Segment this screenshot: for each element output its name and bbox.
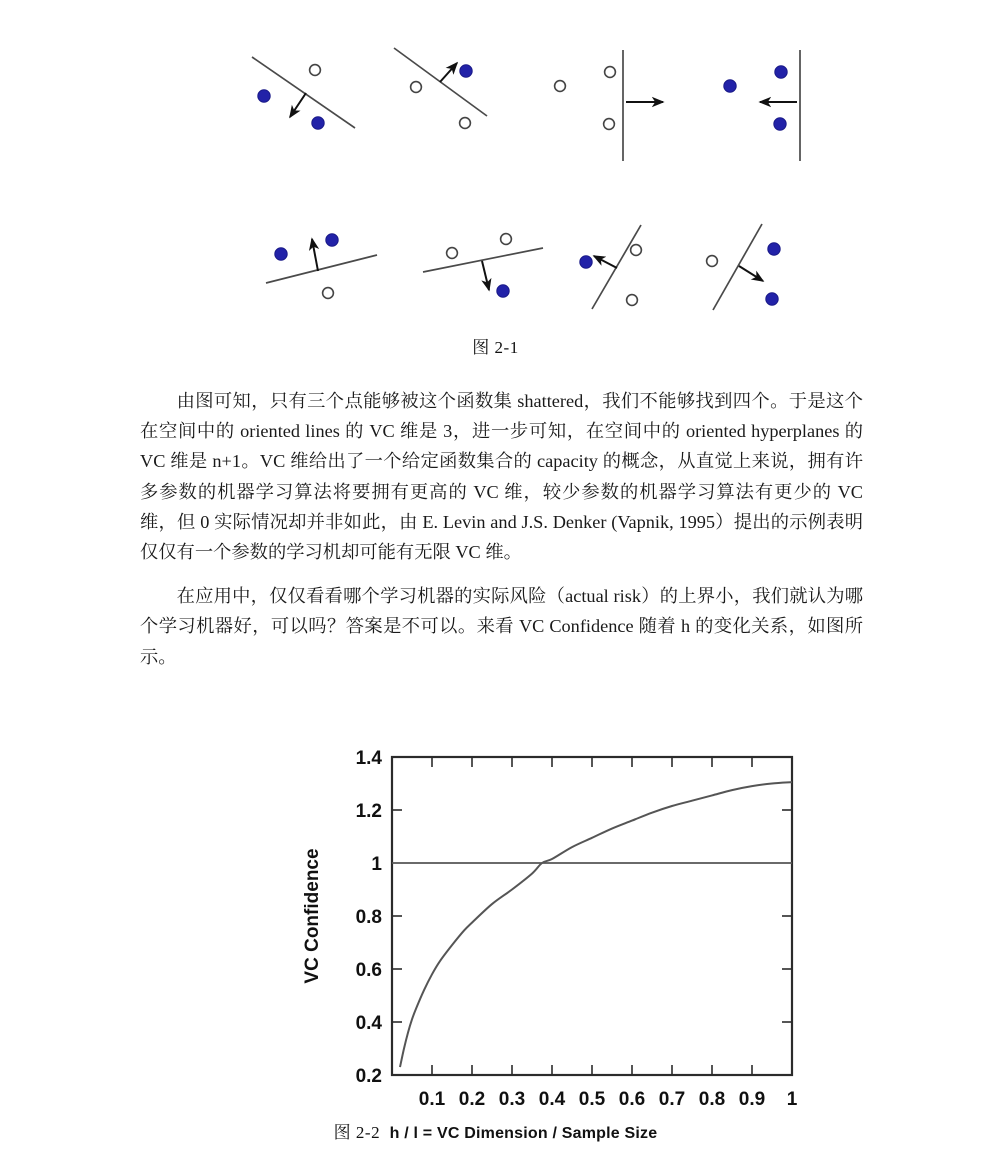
panel-7-normal-arrow (594, 256, 617, 268)
panel-4 (724, 50, 800, 161)
x-tick-1: 1 (786, 1089, 798, 1110)
y-tick-1.4: 1.4 (355, 748, 382, 769)
panel-7 (580, 225, 642, 309)
x-tick-0.1: 0.1 (418, 1089, 446, 1110)
y-tick-0.8: 0.8 (355, 907, 382, 928)
plot-frame (392, 757, 792, 1075)
panel-1-point-filled-bottom (312, 117, 324, 129)
panel-5-point-filled-top (326, 234, 338, 246)
panel-6-point-filled-bottom (497, 285, 509, 297)
panel-6-normal-arrow (482, 261, 489, 290)
panel-4-point-filled-top (775, 66, 787, 78)
panel-8-hyperplane (713, 224, 762, 310)
panel-2 (394, 48, 487, 128)
panel-2-point-hollow-bottom (460, 118, 471, 129)
panel-7-point-filled-left (580, 256, 592, 268)
panel-8-point-filled-top (768, 243, 780, 255)
x-axis-tick-labels (419, 1089, 798, 1110)
panel-5-point-hollow-bottom (323, 288, 334, 299)
y-axis-title: VC Confidence (302, 848, 323, 984)
figure-2-1 (0, 0, 991, 370)
panel-4-point-filled-bottom (774, 118, 786, 130)
panel-1-point-filled-left (258, 90, 270, 102)
y-tick-0.2: 0.2 (355, 1066, 382, 1087)
panel-3-point-hollow-top (605, 67, 616, 78)
panel-2-point-filled-top (460, 65, 472, 77)
figure-2-1-caption: 图 2-1 (472, 338, 519, 357)
y-axis-tick-labels (356, 748, 383, 1087)
figure-2-2-caption-text: h / l = VC Dimension / Sample Size (389, 1125, 658, 1142)
y-tick-0.6: 0.6 (355, 960, 382, 981)
panel-2-point-hollow-left (411, 82, 422, 93)
panel-1 (252, 57, 355, 129)
figure-2-2-caption-cjk: 图 (333, 1123, 352, 1142)
panel-6 (423, 234, 543, 298)
y-tick-0.4: 0.4 (355, 1013, 382, 1034)
shattering-diagram-svg (0, 0, 991, 330)
panel-6-point-hollow-left (447, 248, 458, 259)
panel-7-point-hollow-top (631, 245, 642, 256)
panel-4-point-filled-left (724, 80, 736, 92)
figure-2-2-caption (0, 1118, 991, 1143)
x-tick-0.9: 0.9 (738, 1089, 766, 1110)
x-tick-0.7: 0.7 (658, 1089, 686, 1110)
y-tick-1: 1 (371, 854, 382, 875)
x-tick-0.2: 0.2 (458, 1089, 486, 1110)
x-tick-0.4: 0.4 (538, 1089, 566, 1110)
panel-3 (555, 50, 663, 161)
panel-1-point-hollow-top (310, 65, 321, 76)
paragraph-vc-confidence: 在应用中，仅仅看看哪个学习机器的实际风险（actual risk）的上界小，我们就认为哪个学习机器好，可以吗？答案是不可以。来看 VC Confidence 随着 h 的变化关系，如图所示。 (140, 586, 863, 667)
panel-3-point-hollow-far-left (555, 81, 566, 92)
panel-2-normal-arrow (440, 63, 457, 82)
panel-3-point-hollow-bottom (604, 119, 615, 130)
figure-2-2-caption-number: 2-2 (355, 1123, 381, 1142)
x-tick-0.5: 0.5 (578, 1089, 606, 1110)
panel-5 (266, 234, 377, 299)
panel-8 (707, 224, 781, 310)
figure-2-2 (0, 735, 991, 1135)
panel-8-point-filled-bottom (766, 293, 778, 305)
x-tick-0.6: 0.6 (618, 1089, 646, 1110)
panel-7-point-hollow-bottom (627, 295, 638, 306)
panel-5-normal-arrow (312, 239, 318, 271)
x-tick-0.3: 0.3 (498, 1089, 526, 1110)
panel-1-normal-arrow (290, 93, 306, 117)
paragraph-vc-dimension: 由图可知，只有三个点能够被这个函数集 shattered，我们不能够找到四个。于是这个在空间中的 oriented lines 的 VC 维是 3，进一步可知，在空间中的 oriented hyperplanes 的 VC 维是 n+1。VC 维给出了一个给定函数集合的 capacity 的概念，从直觉上来说，拥有许多参数的机器学习算法将要拥有更高的 VC 维，较少参数的机器学习算法有更少的 VC 维，但 0 实际情况却并非如此，由 E. Levin and J.S. Denker (Vapnik, 1995）提出的示例表明仅仅有一个参数的学习机却可能有无限 VC 维。 (140, 391, 863, 563)
body-text (140, 386, 863, 680)
panel-6-point-hollow-top (501, 234, 512, 245)
x-tick-0.8: 0.8 (698, 1089, 726, 1110)
panel-8-normal-arrow (739, 266, 763, 281)
y-tick-1.2: 1.2 (355, 801, 382, 822)
panel-8-point-hollow-left (707, 256, 718, 267)
vc-confidence-chart-svg (0, 735, 991, 1115)
panel-5-point-filled-left (275, 248, 287, 260)
